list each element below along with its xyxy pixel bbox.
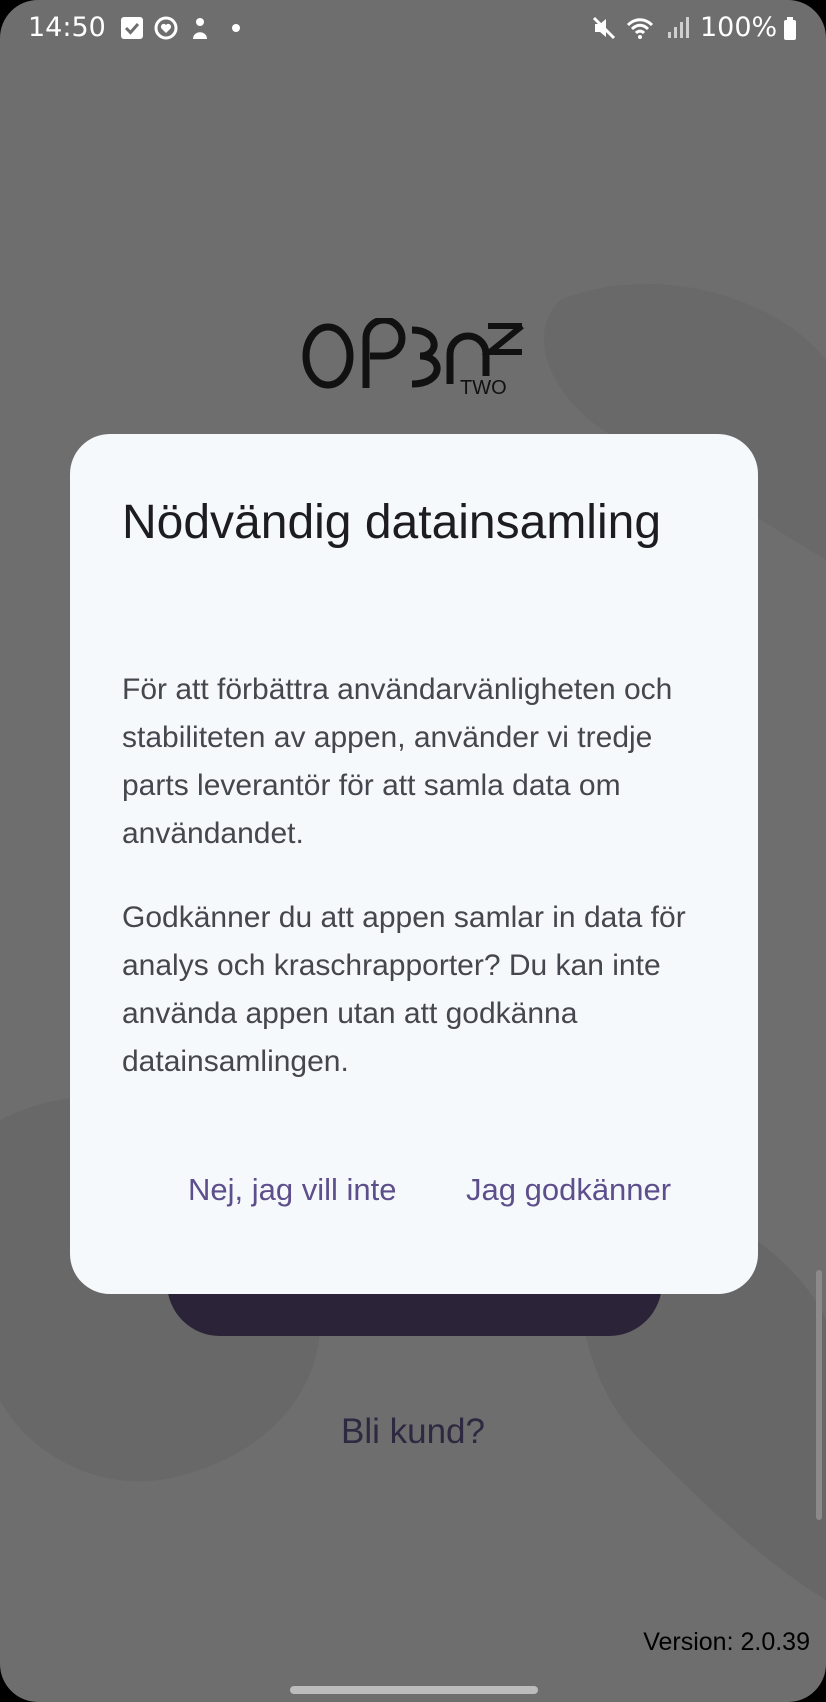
dialog-title: Nödvändig datainsamling bbox=[122, 496, 662, 549]
version-label: Version: 2.0.39 bbox=[643, 1628, 810, 1656]
wifi-icon bbox=[626, 14, 654, 42]
battery-icon bbox=[780, 14, 808, 42]
decline-button[interactable]: Nej, jag vill inte bbox=[188, 1172, 397, 1207]
accept-button[interactable]: Jag godkänner bbox=[466, 1172, 672, 1207]
status-time: 14:50 bbox=[28, 12, 106, 43]
battery-percentage: 100% bbox=[700, 12, 778, 43]
consent-dialog bbox=[70, 434, 758, 1294]
svg-text:TWO: TWO bbox=[460, 377, 507, 398]
dialog-paragraph-2: Godkänner du att appen samlar in data för analys och kraschrapporter? Du kan inte använda appen utan att godkänna datainsamlingen. bbox=[122, 901, 686, 1078]
dialog-paragraph-1: För att förbättra användarvänligheten och stabiliteten av appen, använder vi tredje parts leverantör för att samla data om användandet. bbox=[122, 673, 673, 850]
mute-icon bbox=[590, 14, 618, 42]
signal-icon bbox=[664, 14, 692, 42]
become-customer-link[interactable]: Bli kund? bbox=[341, 1412, 485, 1451]
dot-icon bbox=[226, 14, 254, 42]
brand-logo bbox=[300, 318, 530, 398]
scrollbar bbox=[816, 1270, 822, 1520]
circle-heart-icon bbox=[152, 14, 180, 42]
home-indicator[interactable] bbox=[290, 1686, 538, 1694]
checkbox-icon bbox=[118, 14, 146, 42]
status-bar bbox=[0, 0, 826, 58]
person-icon bbox=[186, 14, 214, 42]
